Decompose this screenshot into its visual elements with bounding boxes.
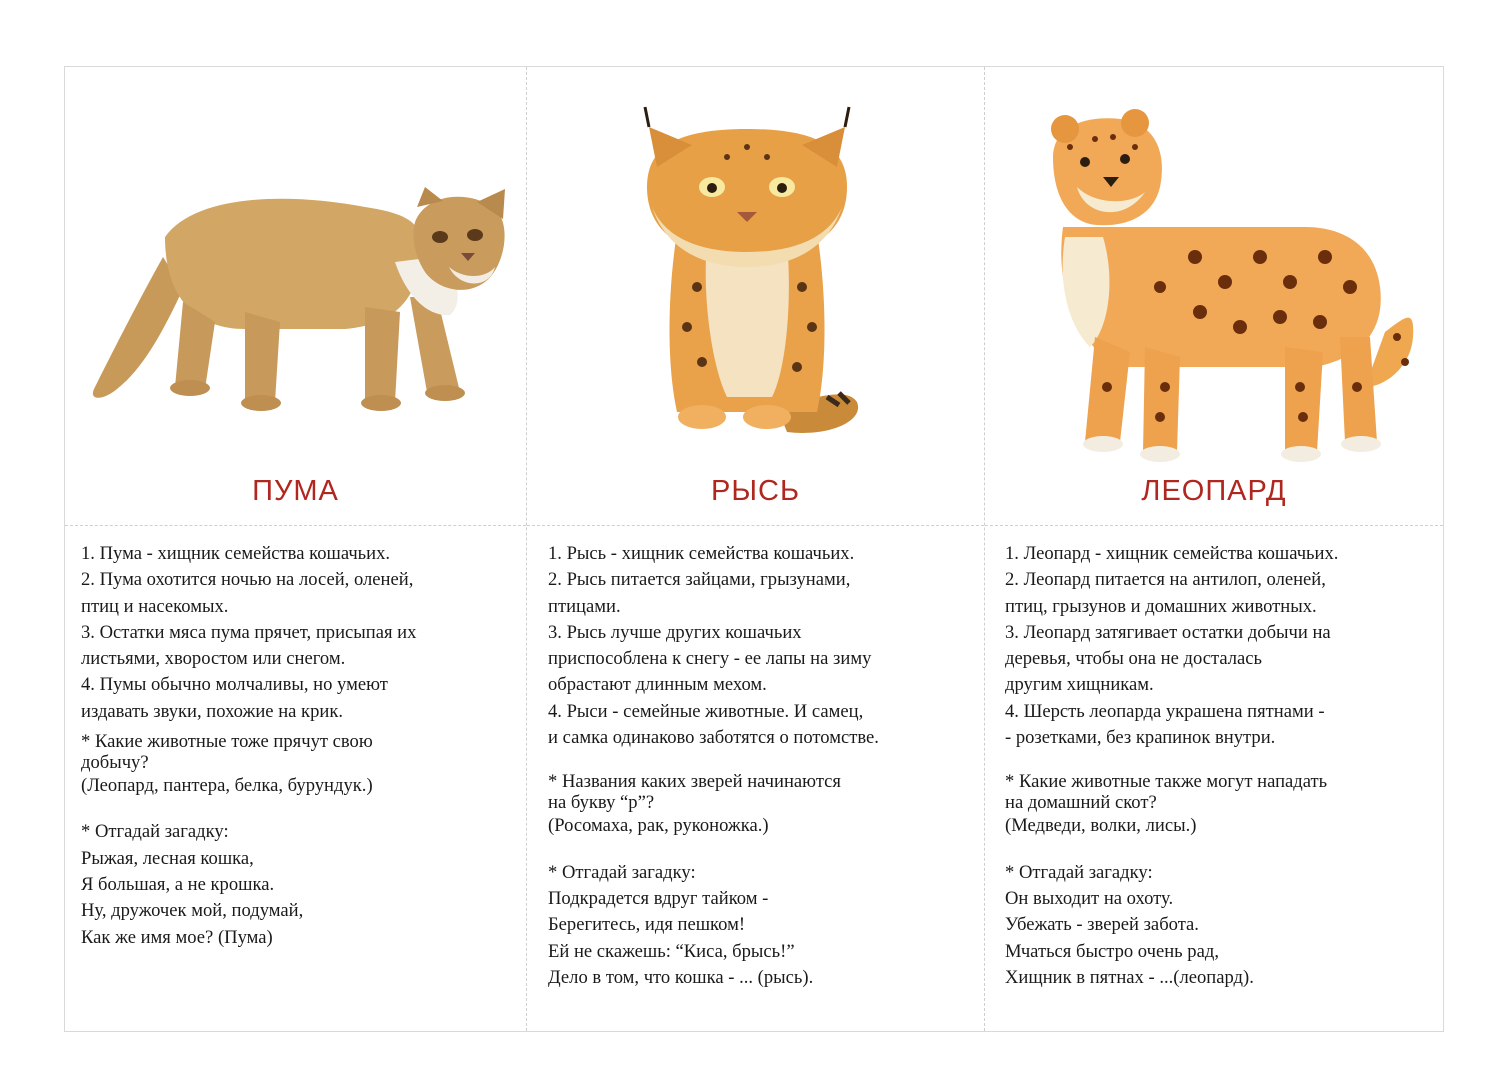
card-title: ПУМА [252,475,339,507]
question-line: добычу? [81,752,149,774]
answer-line: (Леопард, пантера, белка, бурундук.) [81,775,373,797]
fact-line: листьями, хворостом или снегом. [81,648,346,670]
card-lynx [526,67,984,1031]
riddle-line: Дело в том, что кошка - ... (рысь). [548,966,814,988]
riddle-line: Рыжая, лесная кошка, [81,847,254,869]
riddle-line: Ей не скажешь: “Киса, брысь!” [548,940,795,962]
divider [65,525,526,526]
fact-line: 4. Рыси - семейные животные. И самец, [548,700,864,722]
card-text [81,541,520,951]
card-puma [65,67,526,1031]
fact-line: другим хищникам. [1005,674,1154,696]
fact-line: птицами. [548,595,621,617]
card-sheet [64,66,1444,1032]
card-title: РЫСЬ [711,475,800,507]
riddle-line: Он выходит на охоту. [1005,887,1174,909]
divider [527,525,984,526]
puma-illustration [65,67,526,477]
riddle-heading: * Отгадай загадку: [548,861,696,883]
card-title: ЛЕОПАРД [1141,475,1287,507]
question-line: на домашний скот? [1005,792,1157,814]
fact-line: деревья, чтобы она не досталась [1005,648,1263,670]
answer-line: (Росомаха, рак, руконожка.) [548,815,769,837]
fact-line: 1. Пума - хищник семейства кошачьих. [81,543,391,564]
card-text [1005,541,1437,991]
fact-line: 2. Рысь питается зайцами, грызунами, [548,569,851,591]
riddle-line: Хищник в пятнах - ...(леопард). [1005,966,1254,988]
riddle-line: Я большая, а не крошка. [81,873,275,895]
card-leopard [984,67,1443,1031]
riddle-line: Как же имя мое? (Пума) [81,926,273,948]
fact-line: обрастают длинным мехом. [548,674,767,696]
riddle-line: Мчаться быстро очень рад, [1005,940,1219,962]
fact-line: птиц, грызунов и домашних животных. [1005,595,1317,617]
fact-line: приспособлена к снегу - ее лапы на зиму [548,648,872,670]
fact-line: 2. Пума охотится ночью на лосей, оленей, [81,569,414,591]
question-line: * Какие животные также могут нападать [1005,771,1328,793]
riddle-line: Ну, дружочек мой, подумай, [81,900,304,922]
card-text [548,541,978,991]
fact-line: 3. Рысь лучше других кошачьих [548,621,802,643]
fact-line: - розетками, без крапинок внутри. [1005,727,1276,749]
fact-line: 1. Рысь - хищник семейства кошачьих. [548,543,855,564]
fact-line: 3. Леопард затягивает остатки добычи на [1005,621,1331,643]
fact-line: 3. Остатки мяса пума прячет, присыпая их [81,621,417,643]
lynx-illustration [527,67,984,477]
fact-line: 4. Шерсть леопарда украшена пятнами - [1005,700,1325,722]
answer-line: (Медведи, волки, лисы.) [1005,815,1197,837]
leopard-illustration [985,67,1443,477]
fact-line: 1. Леопард - хищник семейства кошачьих. [1005,543,1339,564]
fact-line: 2. Леопард питается на антилоп, оленей, [1005,569,1326,591]
fact-line: и самка одинаково заботятся о потомстве. [548,727,879,749]
fact-line: 4. Пумы обычно молчаливы, но умеют [81,674,388,696]
riddle-heading: * Отгадай загадку: [81,821,229,843]
question-line: на букву “р”? [548,792,655,814]
question-line: * Какие животные тоже прячут свою [81,731,373,753]
riddle-heading: * Отгадай загадку: [1005,861,1153,883]
divider [985,525,1443,526]
fact-line: птиц и насекомых. [81,595,229,617]
question-line: * Названия каких зверей начинаются [548,771,841,793]
riddle-line: Убежать - зверей забота. [1005,914,1199,936]
riddle-line: Подкрадется вдруг тайком - [548,887,769,909]
fact-line: издавать звуки, похожие на крик. [81,700,344,722]
riddle-line: Берегитесь, идя пешком! [548,914,746,936]
